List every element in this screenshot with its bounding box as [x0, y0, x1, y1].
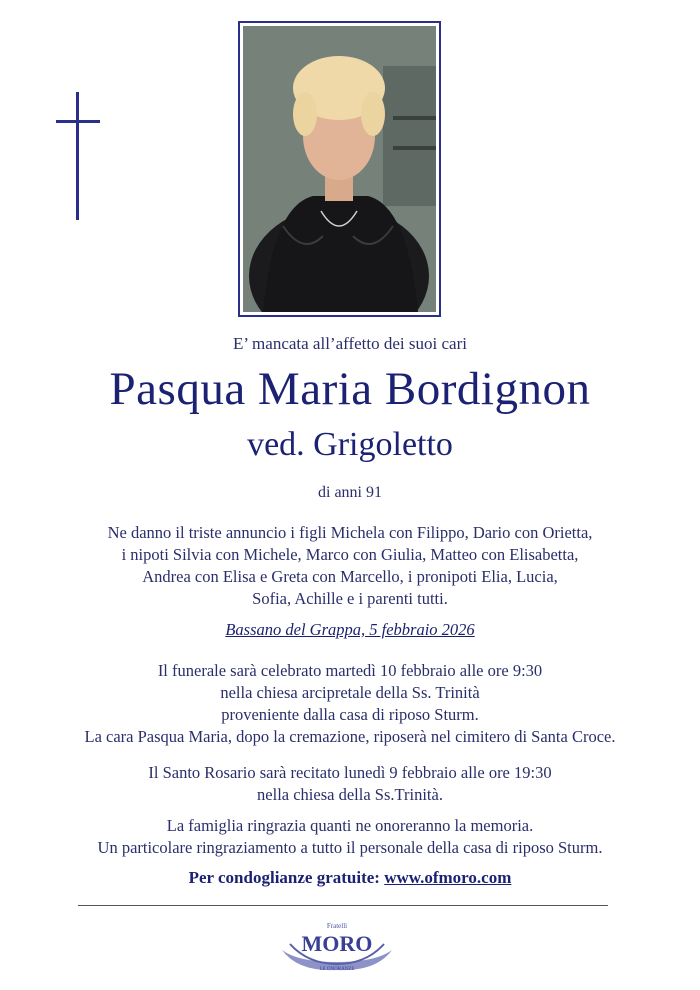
thanks-info — [0, 815, 700, 859]
funeral-line: proveniente dalla casa di riposo Sturm. — [221, 705, 479, 724]
divider — [78, 905, 608, 906]
condolences-label: Per condoglianze gratuite: — [188, 868, 380, 887]
rosary-line: Il Santo Rosario sarà recitato lunedì 9 febbraio alle ore 19:30 — [148, 763, 552, 782]
deceased-name: Pasqua Maria Bordignon — [109, 363, 591, 415]
thanks-line: Un particolare ringraziamento a tutto il personale della casa di riposo Sturm. — [97, 838, 603, 857]
widow-of: ved. Grigoletto — [247, 426, 453, 463]
logo-bottom-text: LE ONORANZE — [319, 967, 355, 972]
portrait-frame — [238, 21, 441, 317]
age-text: di anni 91 — [318, 484, 382, 501]
announcement-line: Sofia, Achille e i parenti tutti. — [252, 589, 448, 608]
funeral-line: Il funerale sarà celebrato martedì 10 febbraio alle ore 9:30 — [157, 661, 543, 680]
funeral-info — [0, 660, 700, 748]
funeral-line: La cara Pasqua Maria, dopo la cremazione, riposerà nel cimitero di Santa Croce. — [84, 727, 616, 746]
announcement-line: Ne danno il triste annuncio i figli Michela con Filippo, Dario con Orietta, — [107, 523, 593, 542]
place-date — [0, 620, 700, 640]
logo-main-text: MORO — [301, 931, 373, 956]
announcement-line: i nipoti Silvia con Michele, Marco con Giulia, Matteo con Elisabetta, — [121, 545, 579, 564]
announcement-line: Andrea con Elisa e Greta con Marcello, i pronipoti Elia, Lucia, — [142, 567, 558, 586]
logo-top-text: Fratelli — [326, 922, 348, 930]
cross-icon — [56, 92, 100, 220]
condolences-link[interactable]: www.ofmoro.com — [384, 868, 512, 887]
moro-logo — [278, 920, 396, 972]
condolences — [0, 868, 700, 888]
funeral-line: nella chiesa arcipretale della Ss. Trinità — [220, 683, 480, 702]
rosary-line: nella chiesa della Ss.Trinità. — [257, 785, 443, 804]
rosary-info — [0, 762, 700, 806]
announcement — [0, 522, 700, 610]
portrait-photo — [243, 26, 436, 312]
thanks-line: La famiglia ringrazia quanti ne onoreranno la memoria. — [166, 816, 534, 835]
place-date-text: Bassano del Grappa, 5 febbraio 2026 — [225, 620, 475, 639]
intro-text: E’ mancata all’affetto dei suoi cari — [233, 334, 467, 353]
